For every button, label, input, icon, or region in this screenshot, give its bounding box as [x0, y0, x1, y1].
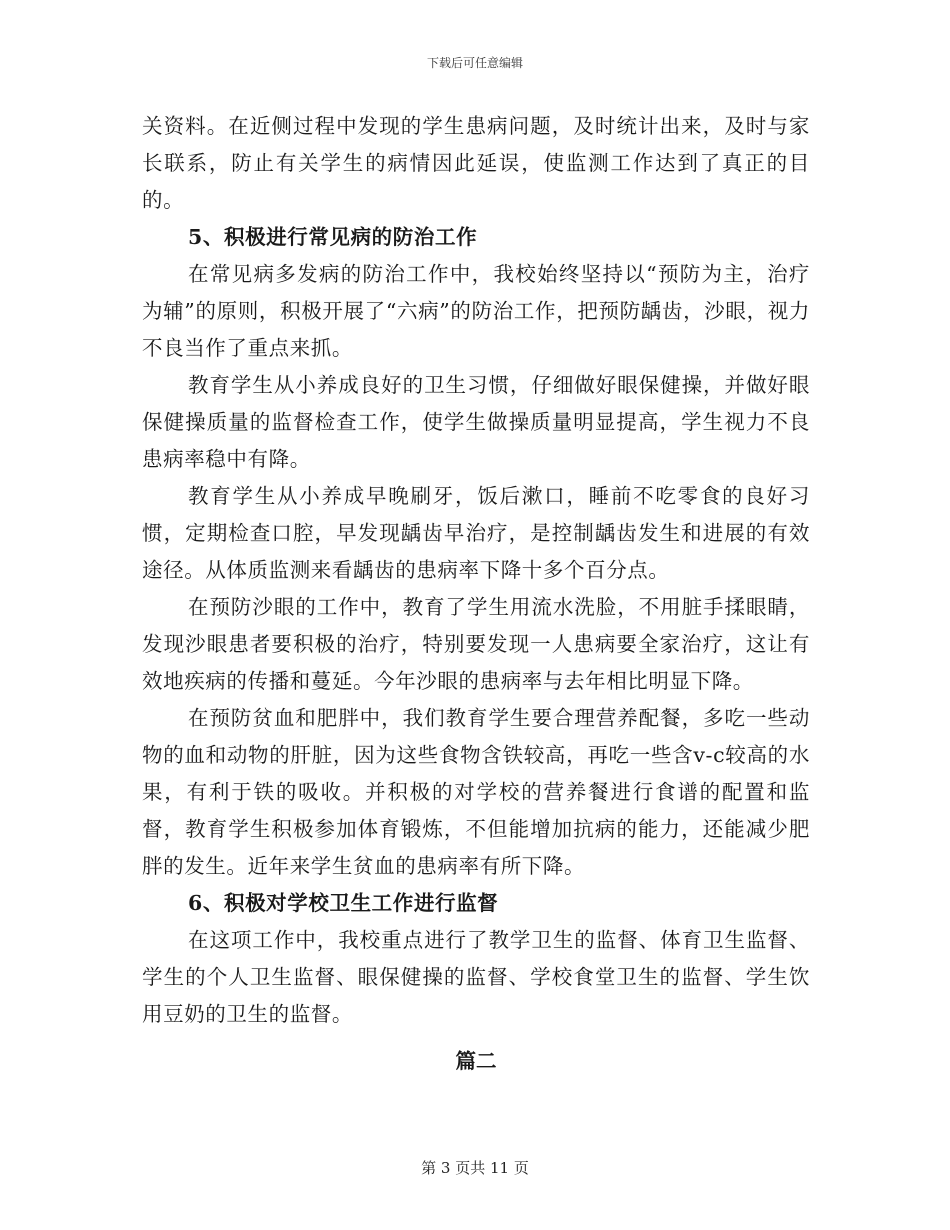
paragraph-dental-care: 教育学生从小养成早晚刷牙，饭后漱口，睡前不吃零食的良好习惯，定期检查口腔，早发现龋齿早治疗，是控制龋齿发生和进展的有效途径。从体质监测来看龋齿的患病率下降十多个百分点。 [142, 484, 810, 582]
section-title: 篇二 [455, 1049, 497, 1073]
paragraph-common-disease: 在常见病多发病的防治工作中，我校始终坚持以“预防为主，治疗为辅”的原则，积极开展了“六病”的防治工作，把预防龋齿，沙眼，视力不良当作了重点来抓。 [142, 262, 810, 360]
paragraph-supervision: 在这项工作中，我校重点进行了教学卫生的监督、体育卫生监督、学生的个人卫生监督、眼保健操的监督、学校食堂卫生的监督、学生饮用豆奶的卫生的监督。 [142, 928, 810, 1026]
page-footer: 第 3 页共 11 页 [421, 1159, 529, 1177]
document-body [142, 108, 810, 1080]
heading-5: 5、积极进行常见病的防治工作 [188, 225, 478, 249]
paragraph-anemia-obesity: 在预防贫血和肥胖中，我们教育学生要合理营养配餐，多吃一些动物的血和动物的肝脏，因为这些食物含铁较高，再吃一些含v-c较高的水果，有利于铁的吸收。并积极的对学校的营养餐进行食谱的配置和监督，教育学生积极参加体育锻炼，不但能增加抗病的能力，还能减少肥胖的发生。近年来学生贫血的患病率有所下降。 [142, 706, 810, 878]
paragraph-trachoma: 在预防沙眼的工作中，教育了学生用流水洗脸，不用脏手揉眼睛，发现沙眼患者要积极的治疗，特别要发现一人患病要全家治疗，这让有效地疾病的传播和蔓延。今年沙眼的患病率与去年相比明显下降。 [142, 595, 810, 693]
paragraph-eye-exercises: 教育学生从小养成良好的卫生习惯，仔细做好眼保健操，并做好眼保健操质量的监督检查工作，使学生做操质量明显提高，学生视力不良患病率稳中有降。 [142, 373, 810, 471]
page-header: 下载后可任意编辑 [426, 56, 523, 70]
heading-6: 6、积极对学校卫生工作进行监督 [188, 891, 499, 915]
paragraph-continuation: 关资料。在近侧过程中发现的学生患病问题，及时统计出来，及时与家长联系，防止有关学生的病情因此延误，使监测工作达到了真正的目的。 [142, 114, 810, 212]
